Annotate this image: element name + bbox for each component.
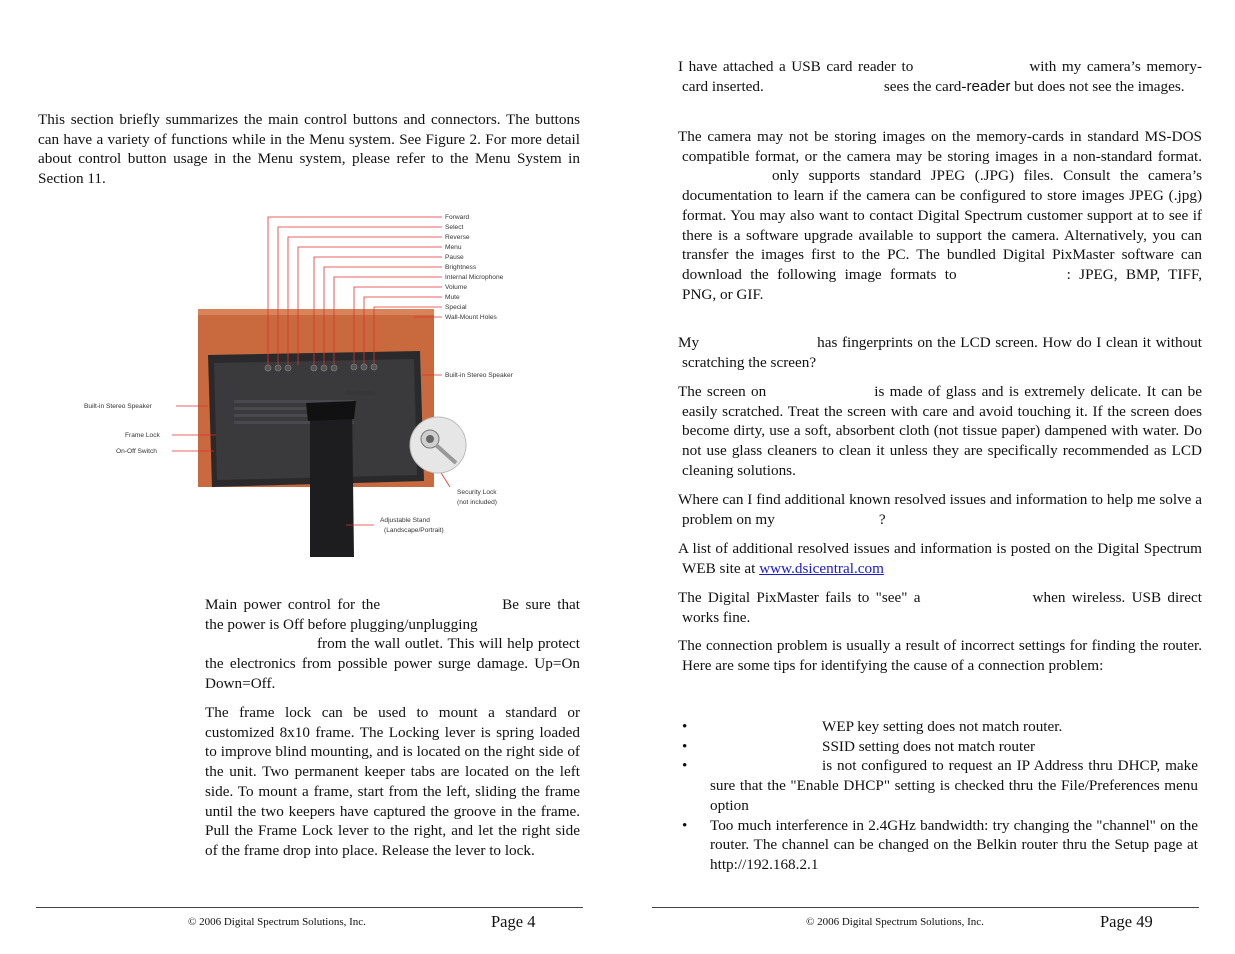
- faq-a1: The camera may not be storing images on the memory-cards in standard MS-DOS compatible format, or the camera may be storing images in a non-standard format.only supports standard JPEG (.JPG) files. Consult the camera’s documentation to learn if the camera can be configured to store images JPEG (.jpg) format. You may also want to contact Digital Spectrum customer support at to see if there is a software upgrade available to support the camera. Alternatively, you can transfer the images first to the PC. The bundled Digital PixMaster software can download the following image formats to : JPEG, BMP, TIFF, PNG, or GIF.: [678, 128, 1202, 303]
- label-adjustable-stand: Adjustable Stand: [380, 517, 430, 524]
- label-on-off-switch: On-Off Switch: [116, 448, 157, 455]
- label-security-lock-note: (not included): [457, 499, 497, 506]
- power-text-1: Main power control for the: [205, 596, 381, 613]
- power-text-3: from the wall outlet. This will help protect the electronics from possible power surge damage. Up=On Down=Off.: [205, 635, 580, 692]
- connection-tips-list: [682, 717, 1198, 875]
- device-back-figure: [84, 205, 536, 557]
- dsicentral-link[interactable]: www.dsicentral.com: [759, 559, 884, 577]
- frame-lock-description: The frame lock can be used to mount a standard or customized 8x10 frame. The Locking lever is spring loaded to improve blind mounting, and is located on the right side of the unit. Two permanent keeper tabs are located on the left side. To mount a frame, start from the left, sliding the frame until the two keepers have captured the groove in the frame. Pull the Frame Lock lever to the right, and let the right side of the frame drop into place. Release the lever to lock.: [205, 704, 580, 859]
- adjustable-stand: [310, 403, 354, 557]
- label-wall-mount: Wall-Mount Holes: [445, 314, 497, 321]
- page-number-left: Page 4: [491, 912, 536, 931]
- list-item: • WEP key setting does not match router.: [682, 718, 1063, 735]
- label-pause: Pause: [445, 254, 464, 261]
- label-volume: Volume: [445, 284, 467, 291]
- label-frame-lock: Frame Lock: [125, 432, 160, 439]
- faq-q3: Where can I find additional known resolved issues and information to help me solve a problem on my ?: [678, 491, 1202, 528]
- power-text-2: Be sure that the power is Off before plugging/unplugging: [205, 596, 581, 633]
- label-reverse: Reverse: [445, 234, 470, 241]
- power-switch-description: [205, 595, 580, 694]
- label-speaker-right: Built-in Stereo Speaker: [445, 372, 513, 379]
- list-item: • Too much interference in 2.4GHz bandwidth: try changing the "channel" on the router. The channel can be changed on the Belkin router thru the Setup page at http://192.168.2.1: [682, 816, 1198, 873]
- footer-rule-right: [652, 907, 1199, 908]
- label-internal-microphone: Internal Microphone: [445, 274, 504, 281]
- faq-a4: The connection problem is usually a result of incorrect settings for finding the router. Here are some tips for identifying the cause of a connection problem:: [678, 637, 1202, 674]
- label-forward: Forward: [445, 214, 470, 221]
- brand-text: Pixmaster: [346, 390, 376, 397]
- footer-rule-left: [36, 907, 583, 908]
- label-stand-orientation: (Landscape/Portrait): [384, 527, 444, 534]
- label-mute: Mute: [445, 294, 460, 301]
- label-brightness: Brightness: [445, 264, 477, 271]
- copyright-left: © 2006 Digital Spectrum Solutions, Inc.: [188, 916, 366, 928]
- label-special: Special: [445, 304, 467, 311]
- device-diagram: [84, 205, 536, 557]
- faq-a3: A list of additional resolved issues and information is posted on the Digital Spectrum WEB site at www.dsicentral.com: [678, 540, 1202, 577]
- list-item: • SSID setting does not match router: [682, 737, 1036, 755]
- page-number-right: Page 49: [1100, 912, 1153, 931]
- faq-q4: The Digital PixMaster fails to "see" a when wireless. USB direct works fine.: [678, 589, 1202, 626]
- label-security-lock: Security Lock: [457, 489, 497, 496]
- copyright-right: © 2006 Digital Spectrum Solutions, Inc.: [806, 916, 984, 928]
- faq-q1: I have attached a USB card reader to with my camera’s memory-card inserted. sees the card-reader but does not see the images.: [678, 58, 1202, 95]
- faq-a2: The screen on is made of glass and is extremely delicate. It can be easily scratched. Treat the screen with care and avoid touching it. If the screen does become dirty, use a soft, absorbent cloth (not tissue paper) dampened with water. Do not use glass cleaners to clean it unless they are specifically recommended as LCD cleaning solutions.: [678, 383, 1202, 479]
- label-menu: Menu: [445, 244, 462, 251]
- faq-q2: My has fingerprints on the LCD screen. How do I clean it without scratching the screen?: [678, 334, 1202, 371]
- label-speaker-left: Built-in Stereo Speaker: [84, 403, 152, 410]
- label-select: Select: [445, 224, 464, 231]
- intro-paragraph: This section briefly summarizes the main control buttons and connectors. The buttons can have a variety of functions while in the Menu system. See Figure 2. For more detail about control button usage in the Menu system, please refer to the Menu System in Section 11.: [38, 111, 580, 188]
- list-item: • is not configured to request an IP Address thru DHCP, make sure that the "Enable DHCP" setting is checked thru the File/Preferences menu option: [682, 757, 1198, 814]
